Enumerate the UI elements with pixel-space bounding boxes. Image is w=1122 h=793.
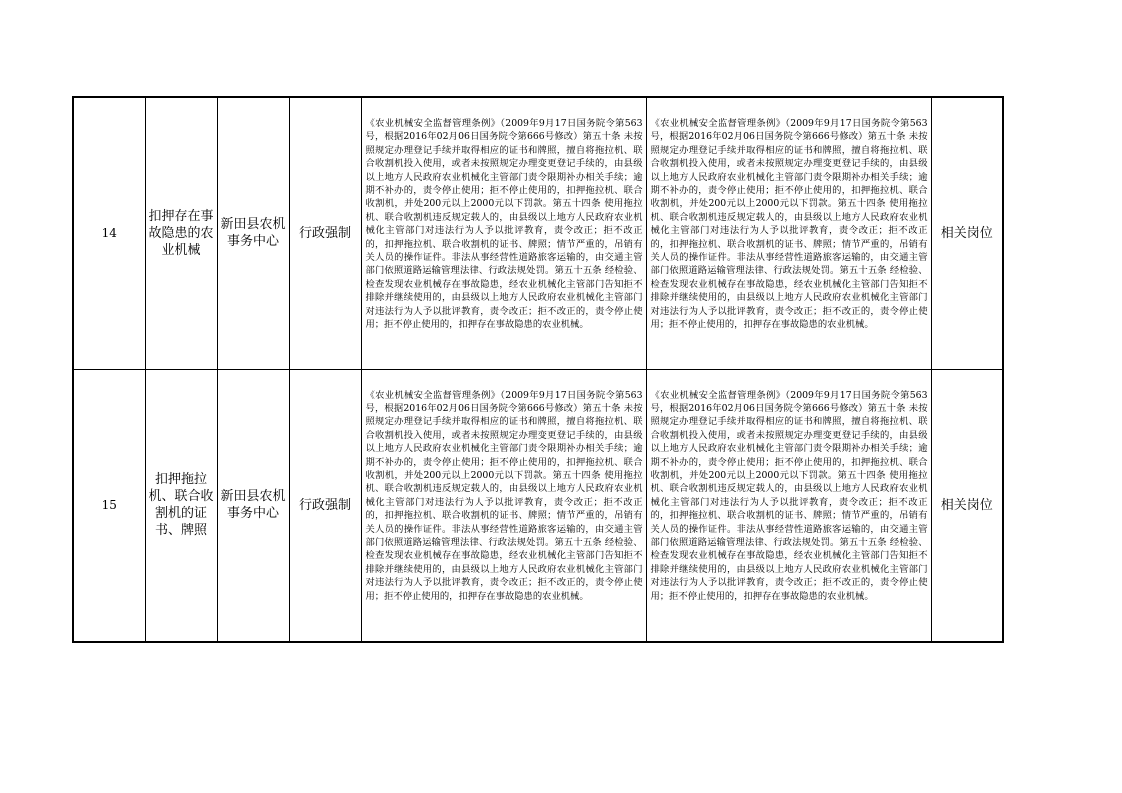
responsibility-basis-cell: [646, 97, 931, 369]
row-number: 15: [73, 369, 145, 642]
power-list-table: [72, 96, 1004, 643]
responsible-post-cell: 相关岗位: [931, 369, 1003, 642]
responsible-post-cell: 相关岗位: [931, 97, 1003, 369]
item-name-cell: 扣押存在事故隐患的农业机械: [145, 97, 217, 369]
legal-basis-cell: [361, 369, 646, 642]
row-number: 14: [73, 97, 145, 369]
item-name-cell: 扣押拖拉机、联合收割机的证书、牌照: [145, 369, 217, 642]
table-row: [73, 97, 1003, 369]
legal-basis-text: 《农业机械安全监督管理条例》（2009年9月17日国务院令第563号，根据2016年02月06日国务院令第666号修改）第五十条 未按照规定办理登记手续并取得相应的证书和牌照，擅自将拖拉机、联合收割机投入使用，或者未按照规定办理变更登记手续的，由县级以上地方人民政府农业机械化主管部门责令限期补办相关手续；逾期不补办的，责令停止使用；拒不停止使用的，扣押拖拉机、联合收割机，并处200元以上2000元以下罚款。第五十四条 使用拖拉机、联合收割机违反规定载人的，由县级以上地方人民政府农业机械化主管部门对违法行为人予以批评教育，责令改正；拒不改正的，扣押拖拉机、联合收割机的证书、牌照；情节严重的，吊销有关人员的操作证件。非法从事经营性道路旅客运输的，由交通主管部门依照道路运输管理法律、行政法规处罚。第五十五条 经检验、检查发现农业机械存在事故隐患，经农业机械化主管部门告知拒不排除并继续使用的，由县级以上地方人民政府农业机械化主管部门对违法行为人予以批评教育，责令改正；拒不改正的，责令停止使用；拒不停止使用的，扣押存在事故隐患的农业机械。: [365, 118, 643, 331]
category-cell: 行政强制: [289, 97, 361, 369]
legal-basis-cell: [361, 97, 646, 369]
department-cell: 新田县农机事务中心: [217, 369, 289, 642]
category-cell: 行政强制: [289, 369, 361, 642]
department-cell: 新田县农机事务中心: [217, 97, 289, 369]
responsibility-basis-text: 《农业机械安全监督管理条例》（2009年9月17日国务院令第563号，根据2016年02月06日国务院令第666号修改）第五十条 未按照规定办理登记手续并取得相应的证书和牌照，擅自将拖拉机、联合收割机投入使用，或者未按照规定办理变更登记手续的，由县级以上地方人民政府农业机械化主管部门责令限期补办相关手续；逾期不补办的，责令停止使用；拒不停止使用的，扣押拖拉机、联合收割机，并处200元以上2000元以下罚款。第五十四条 使用拖拉机、联合收割机违反规定载人的，由县级以上地方人民政府农业机械化主管部门对违法行为人予以批评教育，责令改正；拒不改正的，扣押拖拉机、联合收割机的证书、牌照；情节严重的，吊销有关人员的操作证件。非法从事经营性道路旅客运输的，由交通主管部门依照道路运输管理法律、行政法规处罚。第五十五条 经检验、检查发现农业机械存在事故隐患，经农业机械化主管部门告知拒不排除并继续使用的，由县级以上地方人民政府农业机械化主管部门对违法行为人予以批评教育，责令改正；拒不改正的，责令停止使用；拒不停止使用的，扣押存在事故隐患的农业机械。: [650, 118, 928, 331]
responsibility-basis-cell: [646, 369, 931, 642]
table-row: [73, 369, 1003, 642]
legal-basis-text: 《农业机械安全监督管理条例》（2009年9月17日国务院令第563号，根据2016年02月06日国务院令第666号修改）第五十条 未按照规定办理登记手续并取得相应的证书和牌照，擅自将拖拉机、联合收割机投入使用，或者未按照规定办理变更登记手续的，由县级以上地方人民政府农业机械化主管部门责令限期补办相关手续；逾期不补办的，责令停止使用；拒不停止使用的，扣押拖拉机、联合收割机，并处200元以上2000元以下罚款。第五十四条 使用拖拉机、联合收割机违反规定载人的，由县级以上地方人民政府农业机械化主管部门对违法行为人予以批评教育，责令改正；拒不改正的，扣押拖拉机、联合收割机的证书、牌照；情节严重的，吊销有关人员的操作证件。非法从事经营性道路旅客运输的，由交通主管部门依照道路运输管理法律、行政法规处罚。第五十五条 经检验、检查发现农业机械存在事故隐患，经农业机械化主管部门告知拒不排除并继续使用的，由县级以上地方人民政府农业机械化主管部门对违法行为人予以批评教育，责令改正；拒不改正的，责令停止使用；拒不停止使用的，扣押存在事故隐患的农业机械。: [365, 389, 643, 602]
responsibility-basis-text: 《农业机械安全监督管理条例》（2009年9月17日国务院令第563号，根据2016年02月06日国务院令第666号修改）第五十条 未按照规定办理登记手续并取得相应的证书和牌照，擅自将拖拉机、联合收割机投入使用，或者未按照规定办理变更登记手续的，由县级以上地方人民政府农业机械化主管部门责令限期补办相关手续；逾期不补办的，责令停止使用；拒不停止使用的，扣押拖拉机、联合收割机，并处200元以上2000元以下罚款。第五十四条 使用拖拉机、联合收割机违反规定载人的，由县级以上地方人民政府农业机械化主管部门对违法行为人予以批评教育，责令改正；拒不改正的，扣押拖拉机、联合收割机的证书、牌照；情节严重的，吊销有关人员的操作证件。非法从事经营性道路旅客运输的，由交通主管部门依照道路运输管理法律、行政法规处罚。第五十五条 经检验、检查发现农业机械存在事故隐患，经农业机械化主管部门告知拒不排除并继续使用的，由县级以上地方人民政府农业机械化主管部门对违法行为人予以批评教育，责令改正；拒不改正的，责令停止使用；拒不停止使用的，扣押存在事故隐患的农业机械。: [650, 389, 928, 602]
